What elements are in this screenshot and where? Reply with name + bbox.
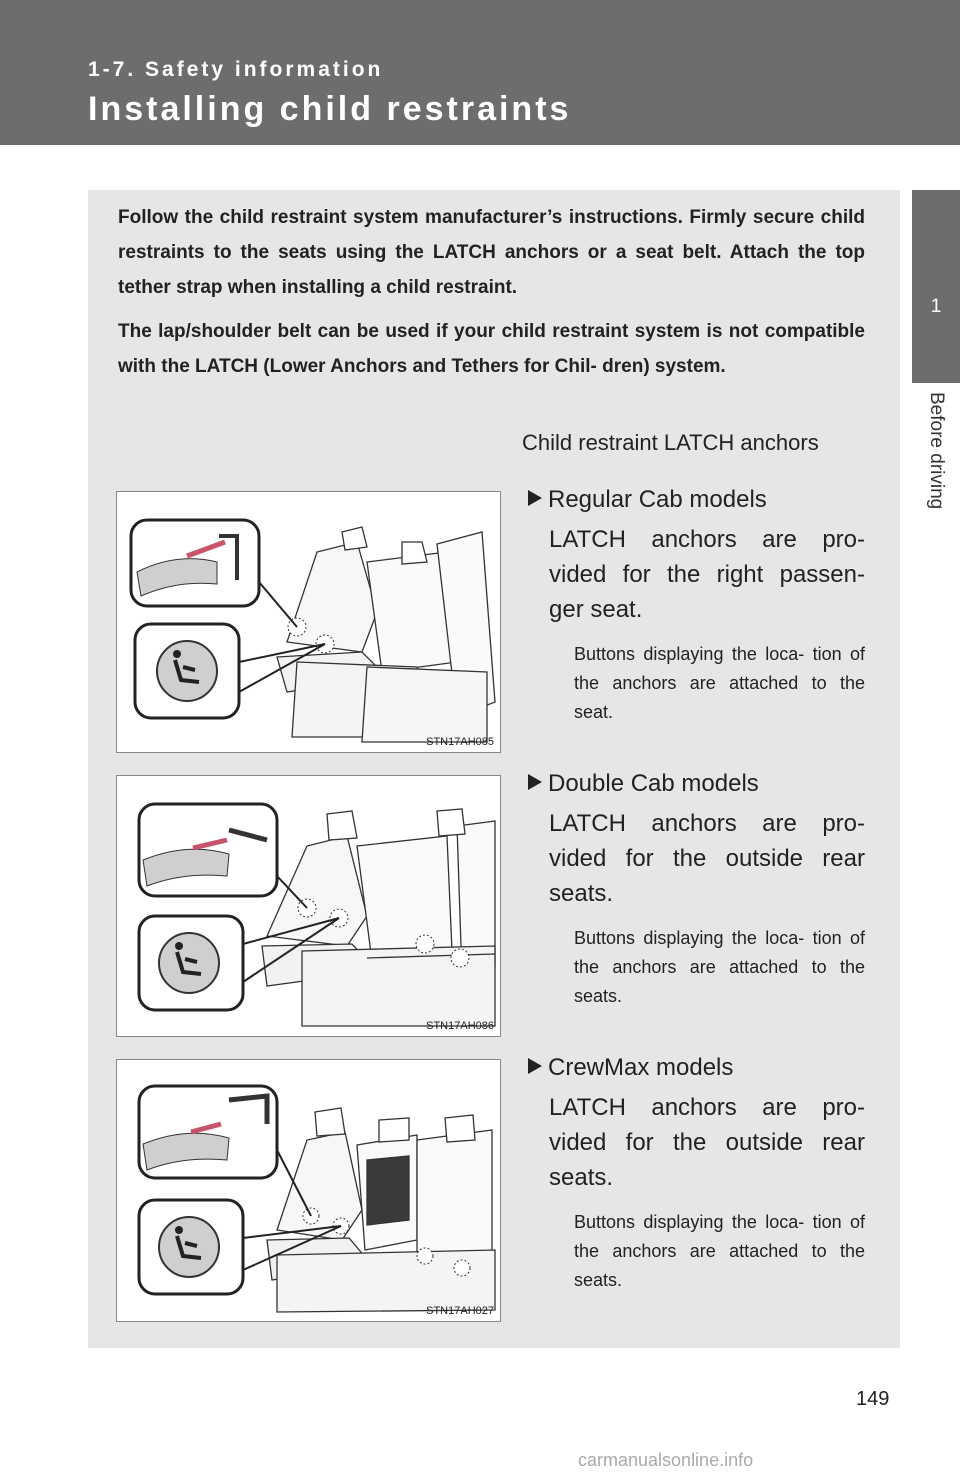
model-crewmax [528,1054,733,1082]
model-description: LATCH anchors are pro- vided for the outside rear seats. [549,1094,865,1191]
watermark: carmanualsonline.info [578,1450,754,1470]
child-seat-icon [159,1217,219,1277]
figure-double-cab [116,775,501,1037]
pointer-icon [528,774,542,790]
model-note: Buttons displaying the loca- tion of the anchors are attached to the seat. [574,644,865,722]
model-note: Buttons displaying the loca- tion of the anchors are attached to the seats. [574,1212,865,1290]
anchor-marker [451,949,469,967]
figure-code: STN17AH086 [426,1020,494,1032]
page-header [0,0,960,145]
figure-caption: Child restraint LATCH anchors [522,430,819,455]
model-description: LATCH anchors are pro- vided for the right passen- ger seat. [549,526,865,623]
chapter-tab [912,190,960,383]
intro-paragraph-1: Follow the child restraint system manufacturer’s instructions. Firmly secure child restraints to the seats using the LATCH anchors or a seat belt. Attach the top tether strap when installing a child restraint. [118,207,865,298]
crewmax-illustration [117,1060,500,1321]
model-name: CrewMax models [548,1054,734,1081]
model-name: Regular Cab models [548,486,767,513]
model-double-cab [528,770,759,798]
figure-code: STN17AH085 [426,736,494,748]
chapter-number: 1 [930,296,942,317]
pointer-icon [528,490,542,506]
section-label: 1-7. Safety information [88,58,384,81]
anchor-marker [417,1248,433,1264]
page-number: 149 [856,1388,890,1410]
intro-paragraph-2: The lap/shoulder belt can be used if your child restraint system is not compatible with the LATCH (Lower Anchors and Tethers for Chil- dren) system. [118,321,865,377]
figure-regular-cab [116,491,501,753]
model-description: LATCH anchors are pro- vided for the outside rear seats. [549,810,865,907]
model-regular-cab [528,486,767,514]
anchor-marker [416,935,434,953]
pointer-icon [528,1058,542,1074]
figure-crewmax [116,1059,501,1322]
chapter-side [912,392,960,642]
regular-cab-illustration [117,492,500,752]
page-title: Installing child restraints [88,90,572,128]
model-name: Double Cab models [548,770,759,797]
figure-code: STN17AH027 [426,1305,494,1317]
double-cab-illustration [117,776,500,1036]
child-seat-icon [159,933,219,993]
anchor-marker [454,1260,470,1276]
model-note: Buttons displaying the loca- tion of the anchors are attached to the seats. [574,928,865,1006]
child-seat-icon [157,641,217,701]
chapter-label: Before driving [926,392,947,510]
